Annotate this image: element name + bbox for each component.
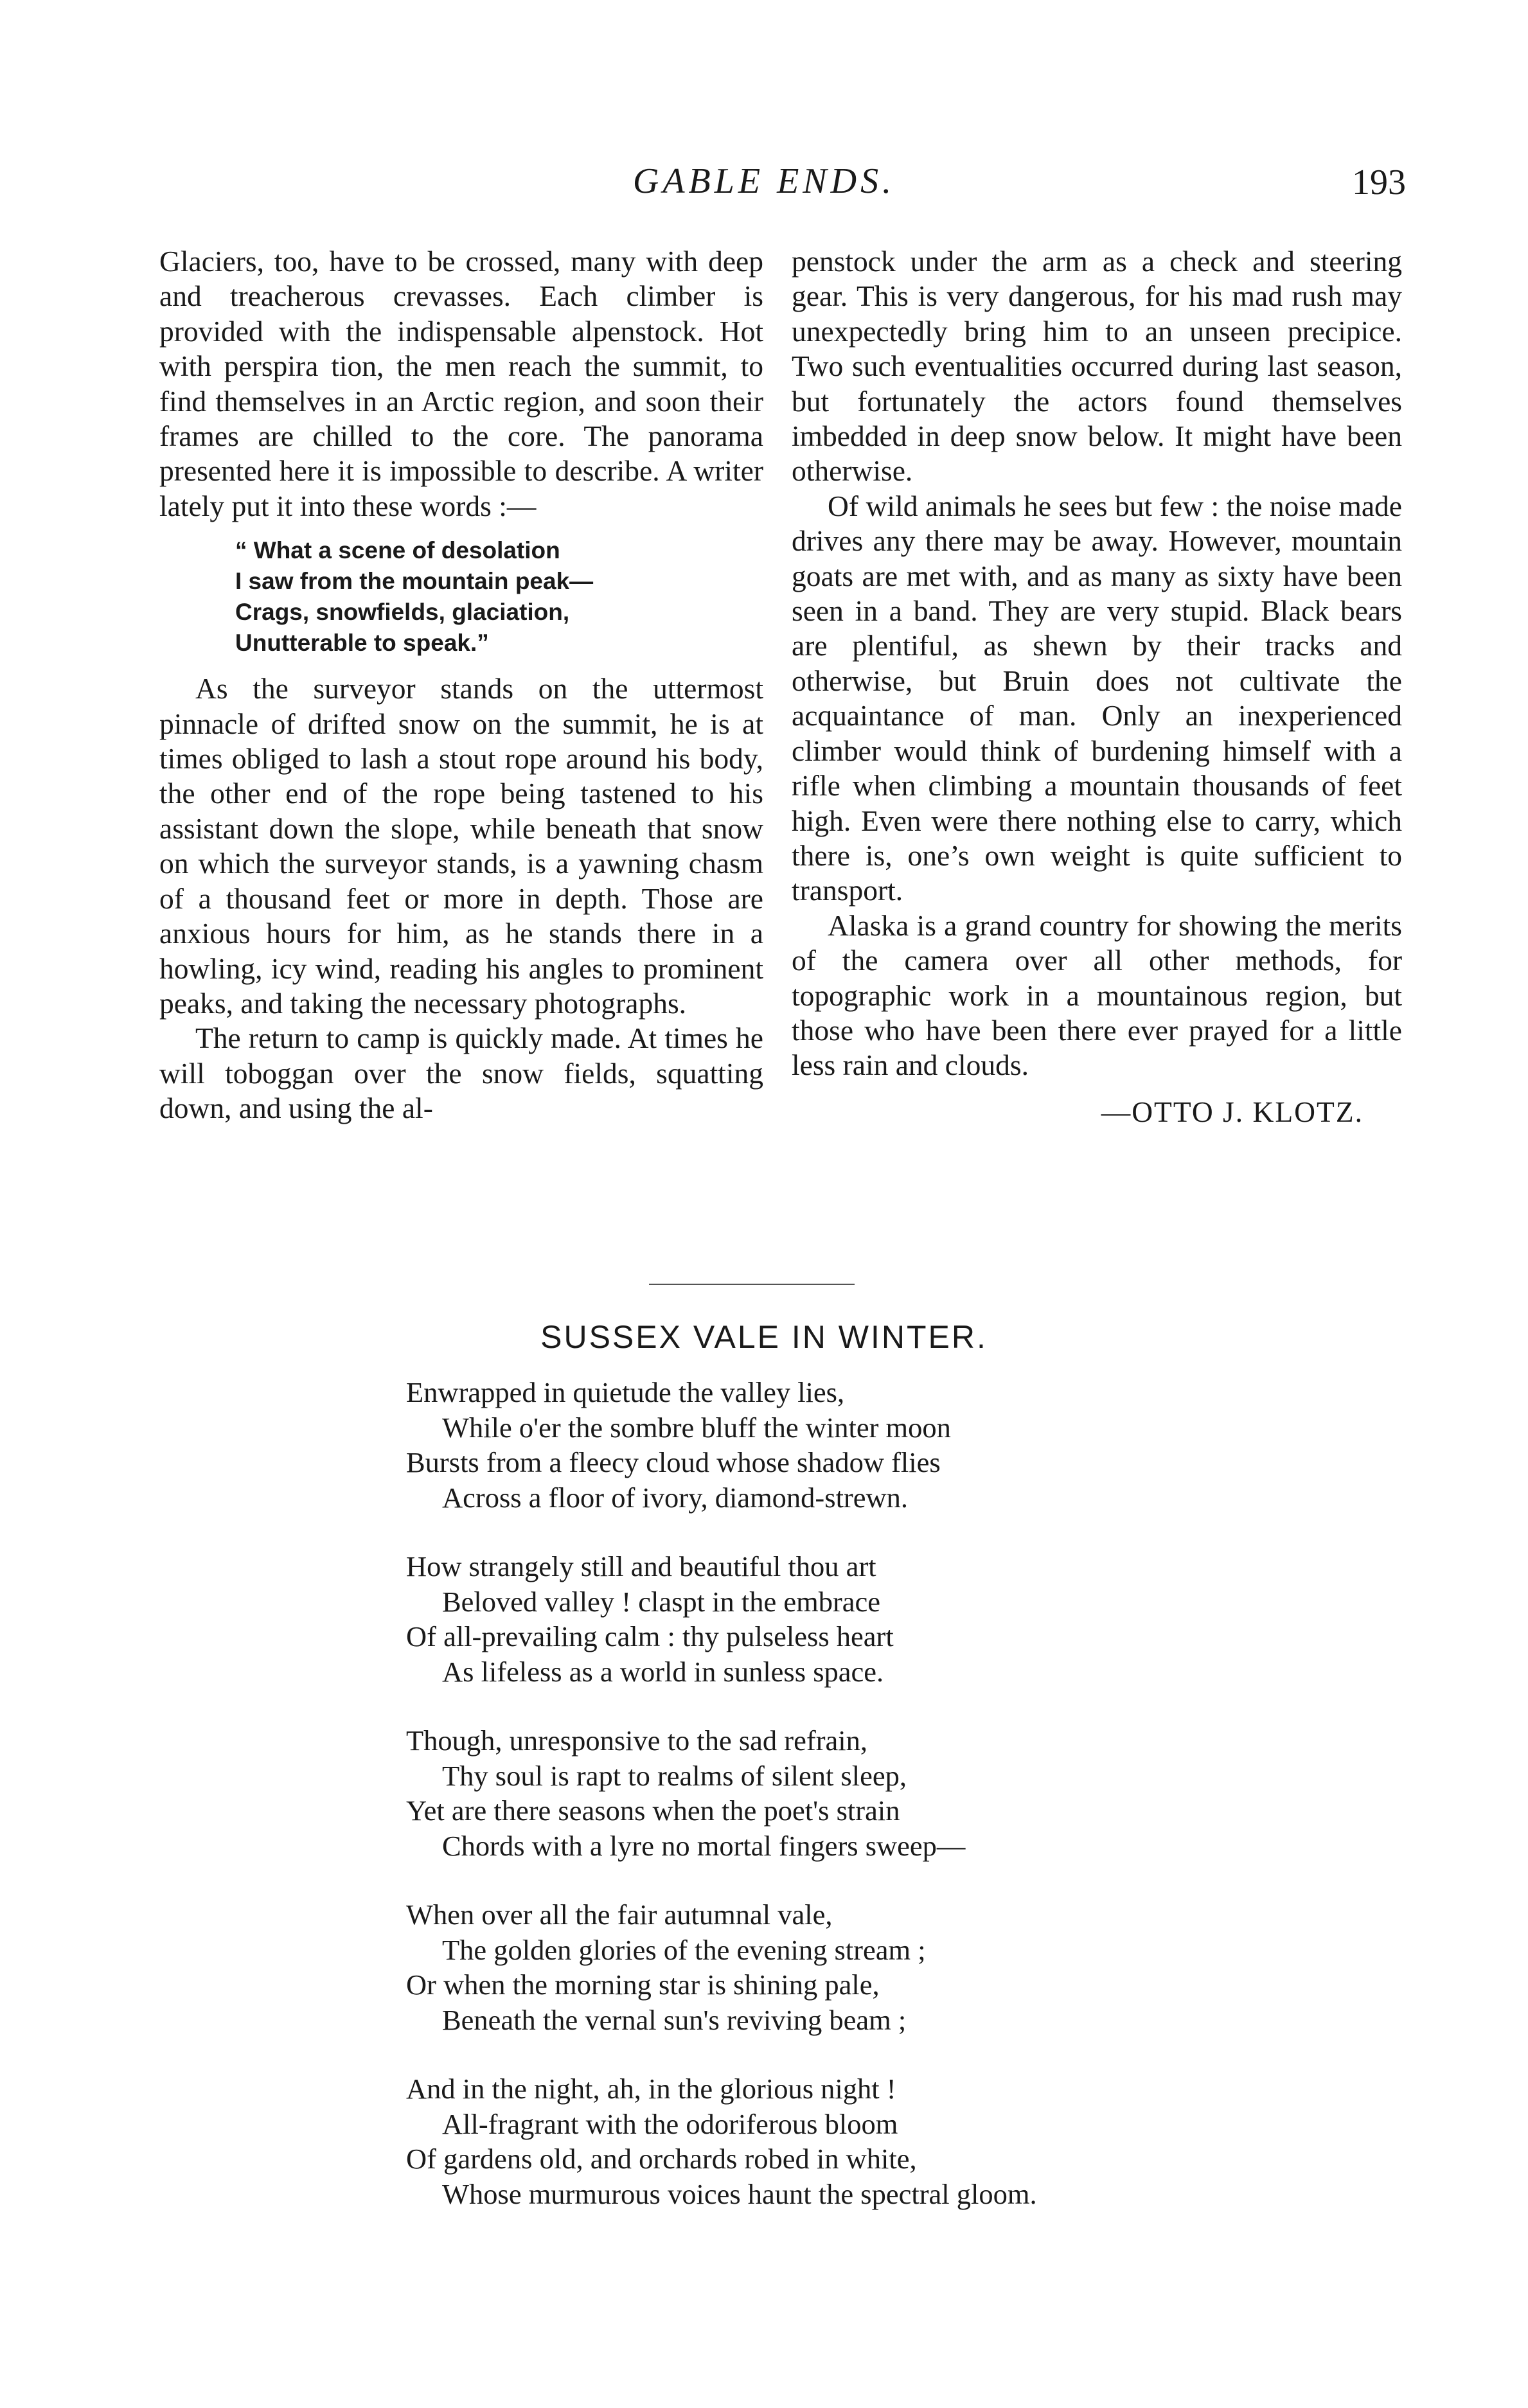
poem-line: All-fragrant with the odoriferous bloom: [442, 2107, 898, 2140]
stanza: [406, 1375, 1241, 1515]
poem-line: Of gardens old, and orchards robed in white,: [406, 2143, 917, 2175]
paragraph: penstock under the arm as a check and steering gear. This is very dangerous, for his mad rush may unexpectedly bring him to an unseen precipice. Two such eventualities occurred during last season, but fortunately the actors found themselves imbedded in deep snow below. It might have been otherwise.: [792, 245, 1402, 488]
verse-line: Crags, snowfields, glaciation,: [235, 599, 570, 626]
poem-line: As lifeless as a world in sunless space.: [442, 1655, 884, 1688]
poem-line: The golden glories of the evening stream ;: [442, 1933, 926, 1966]
poem-line: Thy soul is rapt to realms of silent sleep,: [442, 1759, 907, 1792]
poem-line: Yet are there seasons when the poet's strain: [406, 1794, 900, 1827]
paragraph: Of wild animals he sees but few : the noise made drives any there may be away. However, mountain goats are met with, and as many as sixty have been seen in a band. They are very stupid. Black bears are plentiful, as shewn by their tracks and otherwise, but Bruin does not cultivate the acquaintance of man. Only an inexperienced climber would think of burdening himself with a rifle when climbing a mountain thousands of feet high. Even were there nothing else to carry, which there is, one’s own weight is quite sufficient to transport.: [792, 489, 1402, 907]
page-number: 193: [1352, 163, 1406, 202]
section-divider: [649, 1284, 855, 1285]
left-column: [159, 244, 763, 1126]
poem-line: When over all the fair autumnal vale,: [406, 1899, 833, 1931]
verse-line: Unutterable to speak.”: [235, 630, 489, 657]
paragraph: Alaska is a grand country for showing the merits of the camera over all other methods, for topographic work in a mountainous region, but those who have been there ever prayed for a little less rain and clouds.: [792, 908, 1402, 1082]
poem-line: While o'er the sombre bluff the winter moon: [442, 1411, 951, 1444]
poem-line: How strangely still and beautiful thou art: [406, 1550, 876, 1582]
paragraph: As the surveyor stands on the uttermost pinnacle of drifted snow on the summit, he is at times obliged to lash a stout rope around his body, the other end of the rope being tastened to his assistant down the slope, while beneath that snow on which the surveyor stands, is a yawning chasm of a thousand feet or more in depth. Those are anxious hours for him, as he stands there in a howling, icy wind, reading his angles to prominent peaks, and taking the necessary photographs.: [159, 672, 763, 1020]
page-header: [0, 161, 1528, 212]
stanza: [406, 1723, 1241, 1863]
verse-quote: [235, 535, 763, 659]
right-column: [792, 244, 1402, 1129]
poem-line: Beloved valley ! claspt in the embrace: [442, 1585, 881, 1618]
poem-line: Beneath the vernal sun's reviving beam ;: [442, 2003, 907, 2036]
stanza: [406, 1549, 1241, 1689]
poem-line: Or when the morning star is shining pale,: [406, 1969, 880, 2001]
stanza: [406, 1897, 1241, 2037]
verse-line: “ What a scene of desolation: [235, 537, 560, 564]
poem-line: Across a floor of ivory, diamond-strewn.: [442, 1481, 909, 1514]
paragraph: Glaciers, too, have to be crossed, many with deep and treacherous crevasses. Each climber is provided with the indispensable alpenstock. Hot with perspira tion, the men reach the summit, to find themselves in an Arctic region, and soon their frames are chilled to the core. The panorama presented here it is impossible to describe. A writer lately put it into these words :—: [159, 245, 763, 522]
poem-line: Chords with a lyre no mortal fingers sweep—: [442, 1829, 966, 1862]
running-head: GABLE ENDS.: [632, 161, 896, 201]
poem-line: Of all-prevailing calm : thy pulseless heart: [406, 1620, 894, 1652]
poem-line: Though, unresponsive to the sad refrain,: [406, 1724, 867, 1757]
poem-line: Bursts from a fleecy cloud whose shadow flies: [406, 1446, 941, 1478]
poem-line: Whose murmurous voices haunt the spectral gloom.: [442, 2177, 1037, 2210]
poem: [406, 1375, 1241, 2245]
paragraph: The return to camp is quickly made. At times he will toboggan over the snow fields, squatting down, and using the al-: [159, 1022, 763, 1125]
poem-line: Enwrapped in quietude the valley lies,: [406, 1376, 845, 1408]
poem-title: SUSSEX VALE IN WINTER.: [540, 1319, 988, 1355]
poem-line: And in the night, ah, in the glorious night !: [406, 2073, 896, 2105]
author-signature: —OTTO J. KLOTZ.: [1101, 1095, 1364, 1128]
stanza: [406, 2071, 1241, 2211]
verse-line: I saw from the mountain peak—: [235, 568, 594, 595]
